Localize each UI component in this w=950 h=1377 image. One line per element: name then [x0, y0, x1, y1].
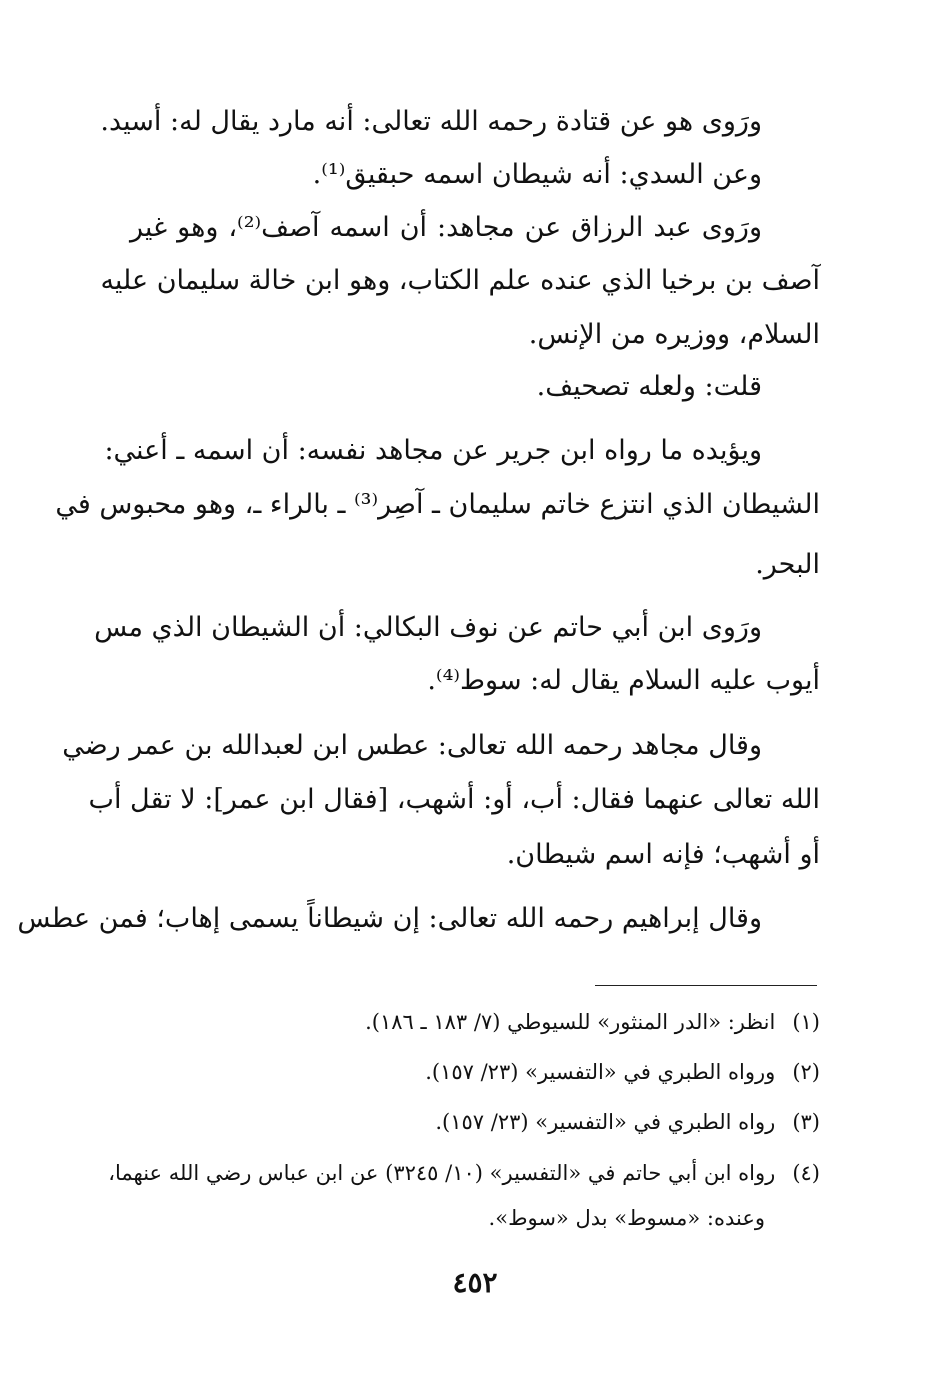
body-line: ورَوى عبد الرزاق عن مجاهد: أن اسمه آصف⁽²⁾، وهو غير — [130, 212, 762, 243]
body-line: السلام، ووزيره من الإنس. — [528, 319, 820, 350]
body-line: أيوب عليه السلام يقال له: سوط⁽⁴⁾. — [427, 665, 820, 696]
body-line: وعن السدي: أنه شيطان اسمه حبقيق⁽¹⁾. — [312, 159, 762, 190]
footnote-number: (٢) — [792, 1060, 820, 1084]
footnote-number: (٤) — [792, 1161, 820, 1185]
body-line: الشيطان الذي انتزع خاتم سليمان ـ آصِر⁽³⁾ ـ بالراء ـ، وهو محبوس في — [55, 489, 820, 520]
footnote-number: (٣) — [792, 1110, 820, 1134]
body-line: ورَوى هو عن قتادة رحمه الله تعالى: أنه مارد يقال له: أسيد. — [100, 106, 762, 137]
body-line: ورَوى ابن أبي حاتم عن نوف البكالي: أن الشيطان الذي مس — [94, 612, 762, 643]
body-line: وقال مجاهد رحمه الله تعالى: عطس ابن لعبدالله بن عمر رضي — [62, 730, 762, 761]
footnote-text: رواه ابن أبي حاتم في «التفسير» (١٠/ ٣٢٤٥) عن ابن عباس رضي الله عنهما، — [108, 1161, 776, 1185]
footnote-number: (١) — [792, 1010, 820, 1034]
footnote — [130, 1106, 820, 1138]
footnote-text: رواه الطبري في «التفسير» (٢٣/ ١٥٧). — [435, 1110, 776, 1134]
body-line: الله تعالى عنهما فقال: أب، أو: أشهب، [فقال ابن عمر]: لا تقل أب — [88, 784, 820, 815]
body-line: قلت: ولعله تصحيف. — [536, 371, 762, 402]
body-line: ويؤيده ما رواه ابن جرير عن مجاهد نفسه: أن اسمه ـ أعني: — [104, 435, 762, 466]
page-number: ٤٥٢ — [452, 1266, 498, 1299]
footnote-continuation: وعنده: «مسوط» بدل «سوط». — [488, 1206, 765, 1230]
body-line: البحر. — [755, 549, 820, 580]
footnote-separator — [595, 985, 817, 986]
footnote-text: انظر: «الدر المنثور» للسيوطي (٧/ ١٨٣ ـ ١٨٦). — [365, 1010, 776, 1034]
footnote — [130, 1006, 820, 1038]
body-line: وقال إبراهيم رحمه الله تعالى: إن شيطاناً يسمى إهاب؛ فمن عطس — [17, 903, 762, 934]
body-line: آصف بن برخيا الذي عنده علم الكتاب، وهو ابن خالة سليمان عليه — [100, 265, 820, 296]
footnote — [130, 1056, 820, 1088]
footnote-text: ورواه الطبري في «التفسير» (٢٣/ ١٥٧). — [425, 1060, 776, 1084]
body-line: أو أشهب؛ فإنه اسم شيطان. — [506, 839, 820, 870]
footnote — [108, 1157, 820, 1189]
